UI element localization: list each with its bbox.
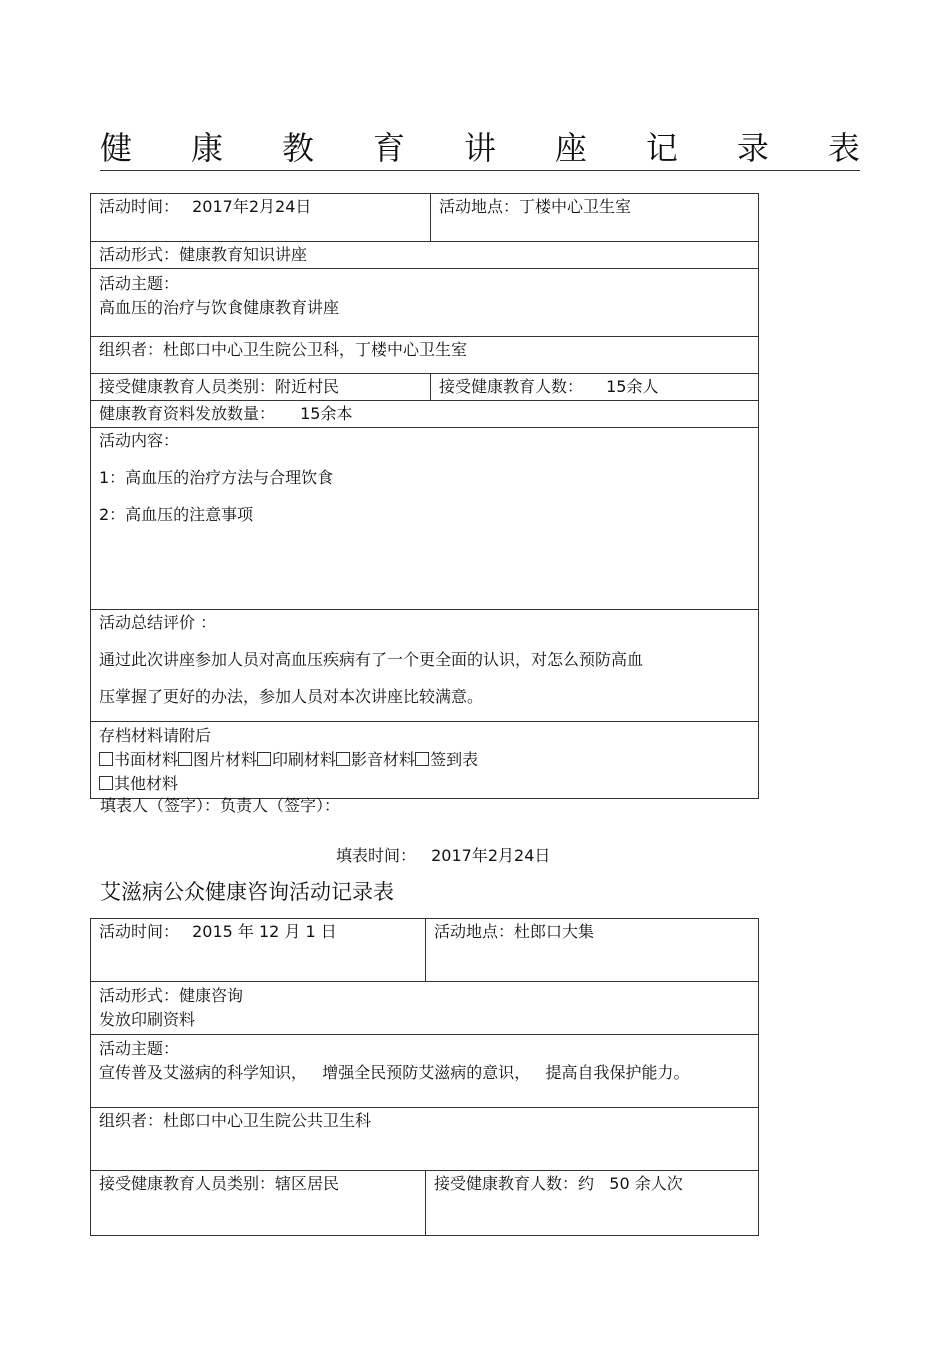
archive-cell <box>91 722 759 799</box>
activity-place-cell: 活动地点：杜郎口大集 <box>426 919 759 982</box>
title-char: 录 <box>736 129 769 167</box>
organizer-cell: 组织者：杜郎口中心卫生院公共卫生科 <box>91 1108 759 1171</box>
audience-type-cell: 接受健康教育人员类别：辖区居民 <box>91 1171 426 1236</box>
organizer-cell: 组织者：杜郎口中心卫生院公卫科，丁楼中心卫生室 <box>91 337 759 374</box>
checkbox[interactable] <box>99 752 113 766</box>
lecture-record-table <box>90 193 759 799</box>
audience-type-cell: 接受健康教育人员类别：附近村民 <box>91 374 431 401</box>
title-char: 座 <box>554 129 587 167</box>
checkbox-label: 图片材料 <box>193 750 258 769</box>
activity-theme-label: 活动主题： <box>99 1039 180 1058</box>
activity-time-label: 活动时间： <box>99 922 180 941</box>
activity-place-cell: 活动地点：丁楼中心卫生室 <box>431 194 759 242</box>
fill-time <box>336 845 550 867</box>
checkbox-label: 印刷材料 <box>272 750 337 769</box>
fill-time-value: 2017年2月24日 <box>431 846 551 865</box>
activity-form-cell <box>91 982 759 1035</box>
archive-label: 存档材料请附后 <box>99 726 212 745</box>
signer-line: 填表人（签字）：负责人（签字）： <box>100 796 341 815</box>
checkbox[interactable] <box>99 776 113 790</box>
fill-time-label: 填表时间： <box>336 846 417 865</box>
activity-form-line: 发放印刷资料 <box>99 1010 196 1029</box>
page-title <box>100 126 860 171</box>
summary-text: 压掌握了更好的办法，参加人员对本次讲座比较满意。 <box>99 687 484 706</box>
activity-theme-value: 宣传普及艾滋病的科学知识， 增强全民预防艾滋病的意识， 提高自我保护能力。 <box>99 1063 690 1082</box>
checkbox[interactable] <box>415 752 429 766</box>
checkbox[interactable] <box>336 752 350 766</box>
materials-count-cell <box>91 401 759 428</box>
activity-time-value: 2017年2月24日 <box>192 197 312 216</box>
activity-theme-value: 高血压的治疗与饮食健康教育讲座 <box>99 298 340 317</box>
summary-text: 通过此次讲座参加人员对高血压疾病有了一个更全面的认识，对怎么预防高血 <box>99 650 644 669</box>
materials-count-value: 15余本 <box>300 404 353 423</box>
checkbox-label: 影音材料 <box>351 750 416 769</box>
checkbox-label: 签到表 <box>430 750 479 769</box>
title-char: 表 <box>827 129 860 167</box>
audience-count-cell: 接受健康教育人数：约 50 余人次 <box>426 1171 759 1236</box>
activity-theme-cell <box>91 1035 759 1108</box>
archive-options-row <box>99 772 750 796</box>
title-char: 健 <box>100 129 133 167</box>
activity-time-value: 2015 年 12 月 1 日 <box>192 922 337 941</box>
title-char: 记 <box>645 129 678 167</box>
activity-content-cell <box>91 428 759 610</box>
section-heading: 艾滋病公众健康咨询活动记录表 <box>100 880 394 904</box>
checkbox-label: 书面材料 <box>114 750 179 769</box>
title-char: 教 <box>281 129 314 167</box>
materials-count-label: 健康教育资料发放数量： <box>99 404 276 423</box>
activity-theme-label: 活动主题： <box>99 274 180 293</box>
archive-options-row <box>99 748 750 772</box>
activity-form-line: 活动形式：健康咨询 <box>99 986 244 1005</box>
activity-content-item: 2：高血压的注意事项 <box>99 505 254 524</box>
consultation-record-table <box>90 918 759 1236</box>
activity-time-cell <box>91 919 426 982</box>
checkbox[interactable] <box>178 752 192 766</box>
title-char: 育 <box>372 129 405 167</box>
audience-count-value: 15余人 <box>606 377 659 396</box>
activity-time-label: 活动时间： <box>99 197 180 216</box>
summary-label: 活动总结评价 ： <box>99 613 217 632</box>
activity-time-cell <box>91 194 431 242</box>
checkbox-label: 其他材料 <box>114 774 179 793</box>
activity-theme-cell <box>91 269 759 337</box>
activity-form-cell: 活动形式：健康教育知识讲座 <box>91 242 759 269</box>
title-char: 讲 <box>463 129 496 167</box>
checkbox[interactable] <box>257 752 271 766</box>
activity-content-item: 1：高血压的治疗方法与合理饮食 <box>99 468 334 487</box>
audience-count-label: 接受健康教育人数： <box>439 377 584 396</box>
activity-content-label: 活动内容： <box>99 431 180 450</box>
title-char: 康 <box>190 129 223 167</box>
audience-count-cell <box>431 374 759 401</box>
summary-cell <box>91 610 759 722</box>
